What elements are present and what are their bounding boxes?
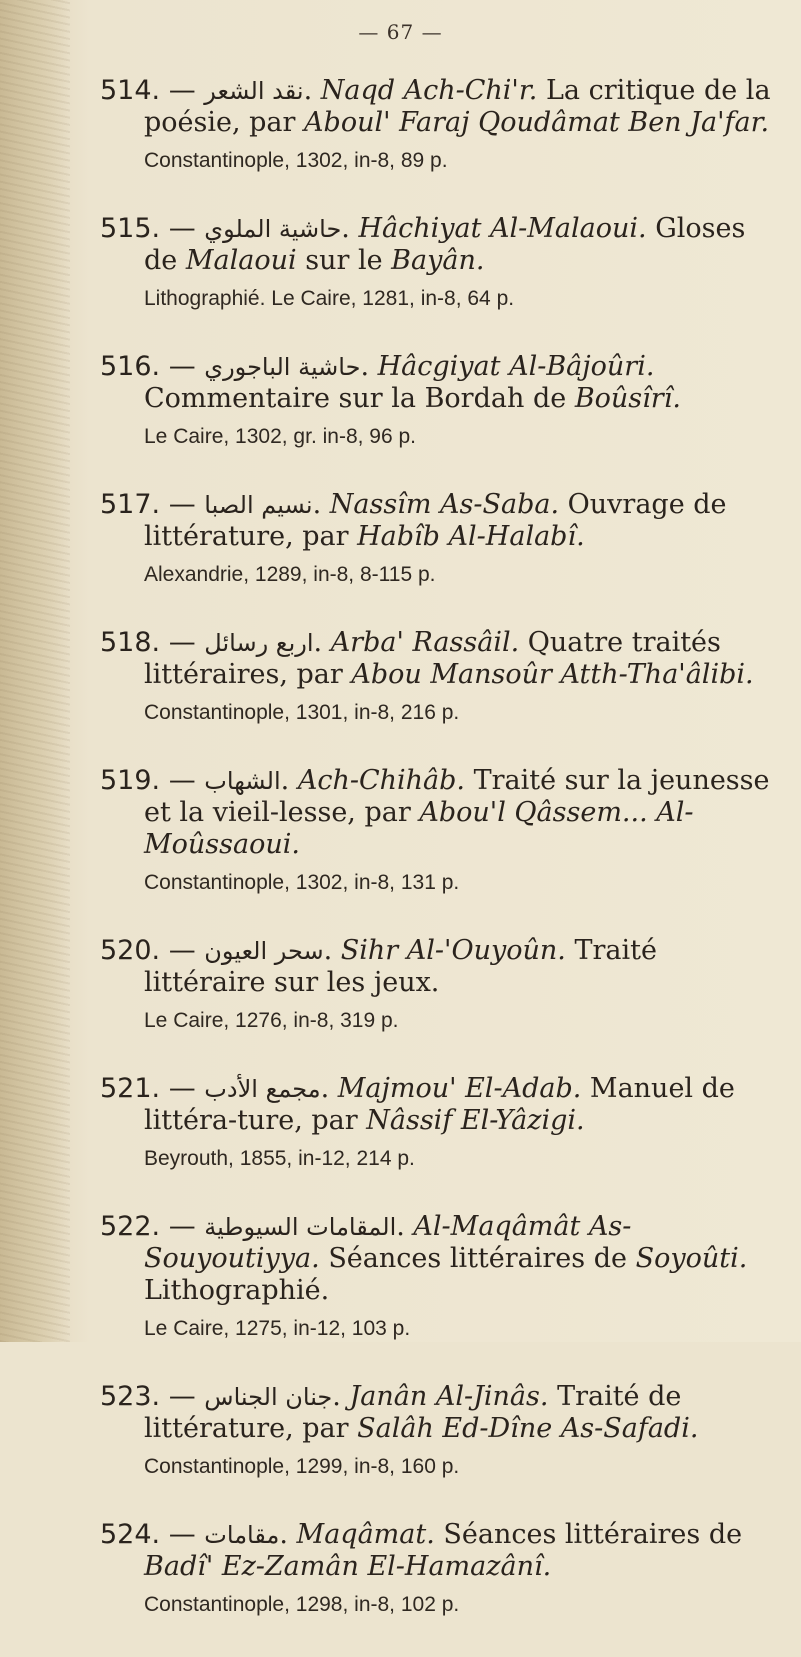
- author-name: Abou Mansoûr Atth-Tha'âlibi.: [351, 659, 754, 690]
- entry-heading: 524. — مقامات. Maqâmat. Séances littéraires de Badî' Ez-Zamân El-Hamazânî.: [100, 1519, 743, 1582]
- bibliography-list: [100, 75, 780, 1657]
- entry-description: Séances littéraires de: [328, 1243, 627, 1274]
- author-name: Badî' Ez-Zamân El-Hamazânî.: [144, 1551, 552, 1582]
- entry-number: 514. —: [100, 75, 196, 106]
- work-reference: Bayân.: [391, 245, 485, 276]
- arabic-title: اربع رسائل: [204, 629, 314, 657]
- bibliography-entry: [100, 1381, 780, 1481]
- arabic-title: مجمع الأدب: [204, 1075, 321, 1103]
- entry-description: Commentaire sur la Bordah de: [144, 383, 567, 414]
- entry-number: 522. —: [100, 1211, 196, 1242]
- entry-description: La critique de la poésie, par: [144, 75, 771, 138]
- entry-heading: 523. — جنان الجناس. Janân Al-Jinâs. Traité de littérature, par Salâh Ed-Dîne As-Safadi.: [100, 1381, 699, 1444]
- arabic-title: نسيم الصبا: [204, 491, 313, 519]
- entry-imprint: Constantinople, 1298, in-8, 102 p.: [144, 1593, 460, 1616]
- entry-heading: 516. — حاشية الباجوري. Hâcgiyat Al-Bâjoûri. Commentaire sur la Bordah de Boûsîrî.: [100, 351, 681, 414]
- transliterated-title: Majmou' El-Adab.: [337, 1073, 582, 1104]
- author-name: Boûsîrî.: [574, 383, 681, 414]
- page-edge: [0, 0, 70, 1342]
- transliterated-title: Naqd Ach-Chi'r.: [320, 75, 538, 106]
- entry-description: Traité sur la jeunesse et la vieil-lesse, par: [144, 765, 770, 828]
- entry-description: Quatre traités littéraires, par: [144, 627, 721, 690]
- entry-heading: 515. — حاشية الملوي. Hâchiyat Al-Malaoui. Gloses de Malaoui sur le Bayân.: [100, 213, 746, 276]
- bibliography-entry: [100, 1519, 780, 1619]
- bibliography-entry: [100, 213, 780, 313]
- transliterated-title: Ach-Chihâb.: [297, 765, 465, 796]
- entry-number: 523. —: [100, 1381, 196, 1412]
- entry-imprint: Le Caire, 1276, in-8, 319 p.: [144, 1009, 399, 1032]
- transliterated-title: Al-Maqâmât As-Souyoutiyya.: [144, 1211, 632, 1274]
- entry-description-tail: Lithographié.: [144, 1275, 330, 1306]
- entry-imprint: Lithographié. Le Caire, 1281, in-8, 64 p.: [144, 287, 515, 310]
- author-name: Nâssif El-Yâzigi.: [366, 1105, 585, 1136]
- arabic-title: جنان الجناس: [204, 1383, 333, 1411]
- transliterated-title: Hâchiyat Al-Malaoui.: [358, 213, 647, 244]
- entry-heading: 522. — المقامات السيوطية. Al-Maqâmât As-Souyoutiyya. Séances littéraires de Soyoûti. Lithographié.: [100, 1211, 748, 1306]
- bibliography-entry: [100, 765, 780, 897]
- entry-heading: 521. — مجمع الأدب. Majmou' El-Adab. Manuel de littéra-ture, par Nâssif El-Yâzigi.: [100, 1073, 735, 1136]
- entry-imprint: Beyrouth, 1855, in-12, 214 p.: [144, 1147, 415, 1170]
- arabic-title: المقامات السيوطية: [204, 1213, 397, 1241]
- entry-description: Gloses de: [144, 213, 746, 276]
- transliterated-title: Nassîm As-Saba.: [329, 489, 560, 520]
- entry-heading: 519. — الشهاب. Ach-Chihâb. Traité sur la jeunesse et la vieil-lesse, par Abou'l Qâssem... Al-Moûssaoui.: [100, 765, 770, 860]
- author-name: Habîb Al-Halabî.: [357, 521, 585, 552]
- bibliography-entry: [100, 1073, 780, 1173]
- transliterated-title: Arba' Rassâil.: [330, 627, 520, 658]
- entry-heading: 517. — نسيم الصبا. Nassîm As-Saba. Ouvrage de littérature, par Habîb Al-Halabî.: [100, 489, 727, 552]
- entry-imprint: Le Caire, 1275, in-12, 103 p.: [144, 1317, 411, 1340]
- entry-description: Ouvrage de littérature, par: [144, 489, 727, 552]
- author-name: Aboul' Faraj Qoudâmat Ben Ja'far.: [304, 107, 770, 138]
- author-name: Malaoui: [185, 245, 297, 276]
- arabic-title: حاشية الباجوري: [204, 353, 361, 381]
- entry-number: 521. —: [100, 1073, 196, 1104]
- entry-number: 516. —: [100, 351, 196, 382]
- arabic-title: الشهاب: [204, 767, 281, 795]
- entry-imprint: Le Caire, 1302, gr. in-8, 96 p.: [144, 425, 417, 448]
- bibliography-entry: [100, 1211, 780, 1343]
- bibliography-entry: [100, 489, 780, 589]
- entry-heading: 514. — نقد الشعر. Naqd Ach-Chi'r. La critique de la poésie, par Aboul' Faraj Qoudâmat Ben Ja'far.: [100, 75, 771, 138]
- author-name: Abou'l Qâssem... Al-Moûssaoui.: [144, 797, 694, 860]
- page-number: — 67 —: [358, 20, 443, 44]
- entry-number: 520. —: [100, 935, 196, 966]
- author-name: Soyoûti.: [635, 1243, 748, 1274]
- entry-imprint: Constantinople, 1301, in-8, 216 p.: [144, 701, 460, 724]
- entry-heading: 520. — سحر العيون. Sihr Al-'Ouyoûn. Traité littéraire sur les jeux.: [100, 935, 657, 998]
- transliterated-title: Sihr Al-'Ouyoûn.: [340, 935, 566, 966]
- entry-heading: 518. — اربع رسائل. Arba' Rassâil. Quatre traités littéraires, par Abou Mansoûr Atth-Tha'âlibi.: [100, 627, 754, 690]
- entry-description-tail: sur le: [305, 245, 383, 276]
- entry-description: Traité littéraire sur les jeux.: [144, 935, 657, 998]
- entry-description: Séances littéraires de: [443, 1519, 743, 1550]
- arabic-title: نقد الشعر: [204, 77, 304, 105]
- arabic-title: سحر العيون: [204, 937, 324, 965]
- arabic-title: حاشية الملوي: [204, 215, 342, 243]
- entry-imprint: Alexandrie, 1289, in-8, 8-115 p.: [144, 563, 436, 586]
- transliterated-title: Janân Al-Jinâs.: [349, 1381, 549, 1412]
- entry-imprint: Constantinople, 1299, in-8, 160 p.: [144, 1455, 460, 1478]
- bibliography-entry: [100, 935, 780, 1035]
- entry-number: 517. —: [100, 489, 196, 520]
- entry-description: Traité de littérature, par: [144, 1381, 682, 1444]
- bibliography-entry: [100, 351, 780, 451]
- arabic-title: مقامات: [204, 1521, 280, 1549]
- entry-imprint: Constantinople, 1302, in-8, 89 p.: [144, 149, 448, 172]
- entry-number: 518. —: [100, 627, 196, 658]
- entry-number: 515. —: [100, 213, 196, 244]
- bibliography-entry: [100, 627, 780, 727]
- transliterated-title: Maqâmat.: [296, 1519, 435, 1550]
- transliterated-title: Hâcgiyat Al-Bâjoûri.: [377, 351, 655, 382]
- bibliography-entry: [100, 75, 780, 175]
- entry-imprint: Constantinople, 1302, in-8, 131 p.: [144, 871, 460, 894]
- entry-description: Manuel de littéra-ture, par: [144, 1073, 735, 1136]
- author-name: Salâh Ed-Dîne As-Safadi.: [357, 1413, 699, 1444]
- entry-number: 519. —: [100, 765, 196, 796]
- entry-number: 524. —: [100, 1519, 196, 1550]
